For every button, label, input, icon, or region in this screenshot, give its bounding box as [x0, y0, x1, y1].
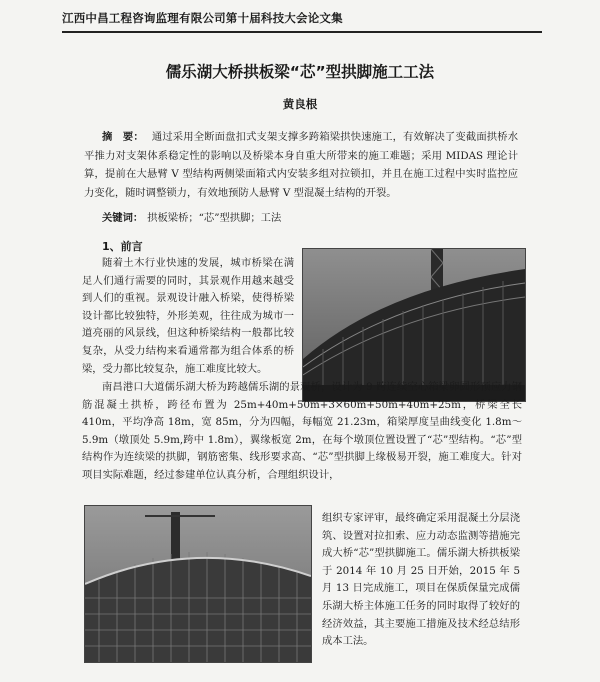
- running-header: 江西中昌工程咨询监理有限公司第十届科技大会论文集: [62, 10, 542, 33]
- abstract-text: 通过采用全断面盘扣式支架支撑多跨箱梁拱快速施工，有效解决了变截面拱桥水平推力对支架体系稳定性的影响以及桥梁本身自重大所带来的施工难题；采用 MIDAS 理论计算，提前在大悬臂 V 型结构两侧梁面箱式内安装多组对拉锁扣，并且在施工过程中实时监控应力变化，随时调整锁力，有效地预防人悬臂 V 型混凝土结构的开裂。: [84, 131, 519, 199]
- keywords-text: 拱板梁桥；“芯”型拱脚；工法: [147, 212, 282, 224]
- intro-paragraph-2: 南昌港口大道儒乐湖大桥为跨越儒乐湖的景观桥，设计为 9 跨连续空心箱梁卵圆形预应力钢筋混凝土拱桥，跨径布置为 25m+40m+50m+3×60m+50m+40m+25m，桥梁全长 410m，平均净高 18m，宽 85m，分为四幅，每幅宽 21.23m，箱梁厚度呈曲线变化 1.8m～5.9m（墩顶处 5.9m,跨中 1.8m），翼缘板宽 2m，在每个墩顶位置设置了“芯”型结构。“芯”型结构作为连续梁的拱脚，钢筋密集、线形要求高、“芯”型拱脚上缘极易开裂，施工难度大。针对项目实际难题，经过参建单位认真分析，合理组织设计，: [82, 381, 522, 481]
- section-heading: 1、前言: [102, 240, 143, 253]
- intro-paragraph-1: 随着土木行业快速的发展，城市桥梁在满足人们通行需要的同时，其景观作用越来越受到人们的重视。景观设计融入桥梁，使得桥梁设计都比较独特，外形美观，往往成为城市一道亮丽的风景线，但这种桥梁结构一般都比较复杂，从受力结构来看通常都为组合体系的桥梁，受力都比较复杂，施工难度比较大。: [82, 257, 294, 375]
- abstract: [84, 128, 518, 202]
- article-title: 儒乐湖大桥拱板梁“芯”型拱脚施工工法: [165, 63, 435, 81]
- abstract-label: 摘 要：: [102, 131, 144, 143]
- author-name: 黄良根: [282, 97, 318, 111]
- bridge-arch-photo-2: [84, 505, 312, 663]
- keywords-label: 关键词：: [102, 212, 144, 224]
- intro-paragraph-3: 组织专家评审，最终确定采用混凝土分层浇筑、设置对拉扣索、应力动态监测等措施完成大桥“芯”型拱脚施工。儒乐湖大桥拱板梁于 2014 年 10 月 25 日开始，2015 年 5 月 13 日完成施工，项目在保质保量完成儒乐湖大桥主体施工任务的同时取得了较好的经济效益，其主要施工措施及技术经总结形成本工法。: [322, 512, 520, 648]
- keywords: [102, 210, 522, 226]
